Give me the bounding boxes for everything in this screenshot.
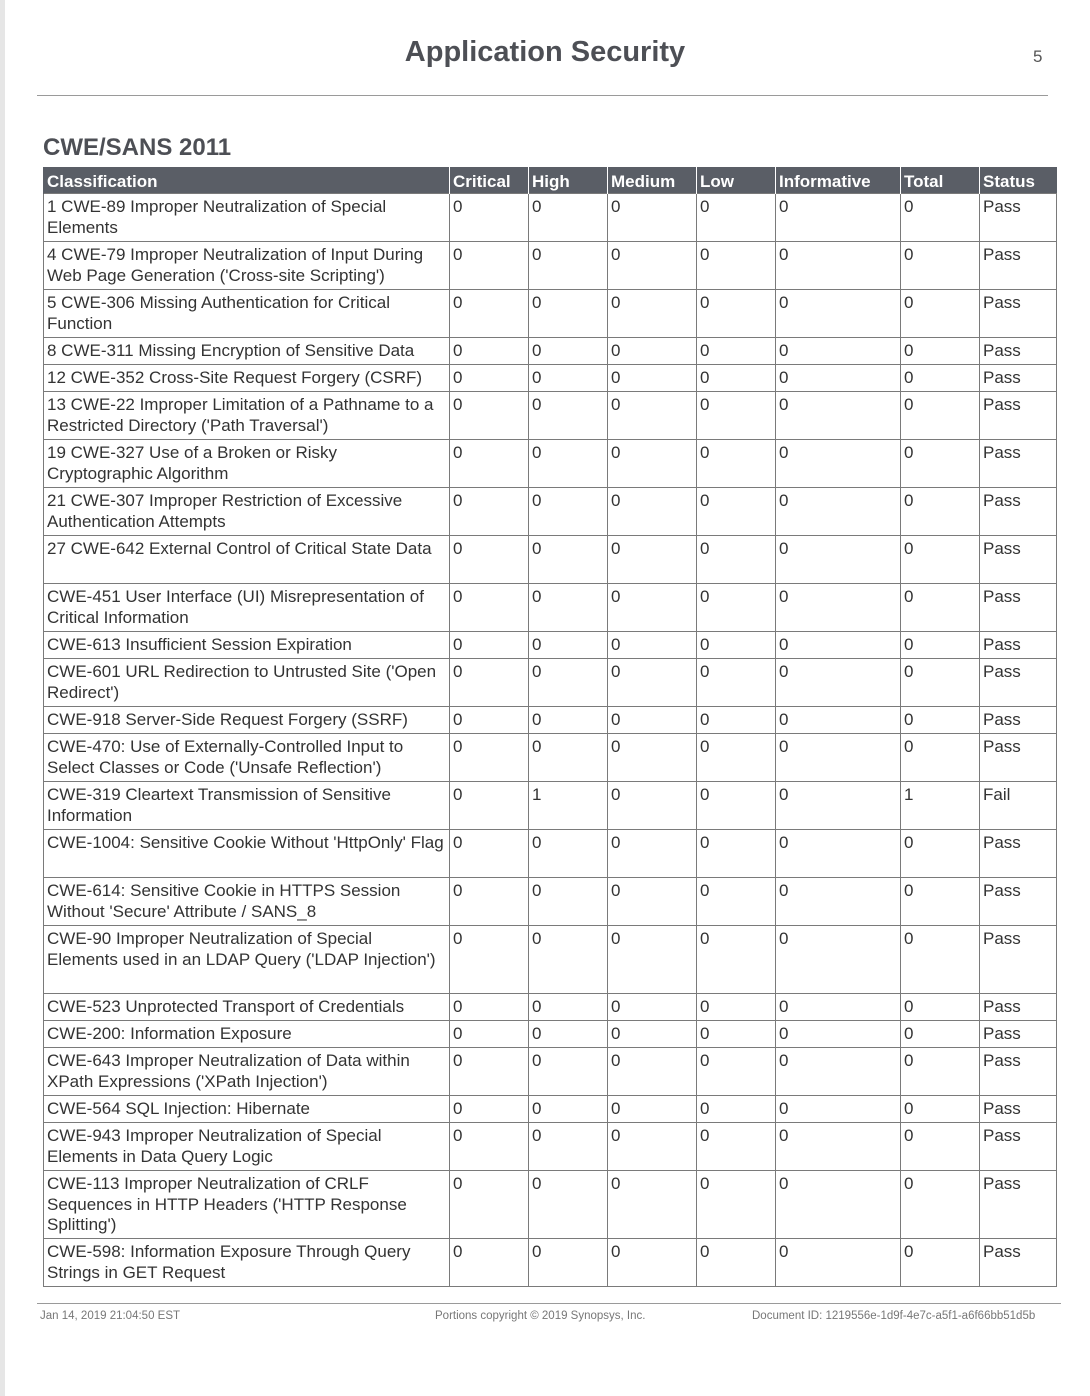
table-row xyxy=(44,926,1057,994)
cell-classification: CWE-200: Information Exposure xyxy=(44,1021,450,1048)
cell-total: 0 xyxy=(901,365,980,392)
cell-low: 0 xyxy=(697,1239,776,1287)
column-header-low: Low xyxy=(697,167,776,194)
cell-informative: 0 xyxy=(776,1239,901,1287)
table-row xyxy=(44,194,1057,242)
cell-low: 0 xyxy=(697,242,776,290)
cell-low: 0 xyxy=(697,734,776,782)
cell-high: 0 xyxy=(529,878,608,926)
cell-high: 0 xyxy=(529,926,608,994)
cell-medium: 0 xyxy=(608,1096,697,1123)
cell-informative: 0 xyxy=(776,878,901,926)
column-header-informative: Informative xyxy=(776,167,901,194)
cell-medium: 0 xyxy=(608,830,697,878)
cell-high: 0 xyxy=(529,290,608,338)
table-row xyxy=(44,782,1057,830)
cell-medium: 0 xyxy=(608,1123,697,1171)
table-row xyxy=(44,830,1057,878)
cell-informative: 0 xyxy=(776,734,901,782)
cell-low: 0 xyxy=(697,632,776,659)
cell-critical: 0 xyxy=(450,440,529,488)
cell-medium: 0 xyxy=(608,1239,697,1287)
cell-medium: 0 xyxy=(608,632,697,659)
table-row xyxy=(44,1048,1057,1096)
cell-low: 0 xyxy=(697,659,776,707)
cell-critical: 0 xyxy=(450,926,529,994)
cell-total: 0 xyxy=(901,290,980,338)
cell-low: 0 xyxy=(697,1096,776,1123)
table-row xyxy=(44,365,1057,392)
cell-classification: CWE-451 User Interface (UI) Misrepresentation of Critical Information xyxy=(44,584,450,632)
cell-low: 0 xyxy=(697,1048,776,1096)
cell-status: Pass xyxy=(980,290,1057,338)
cell-low: 0 xyxy=(697,926,776,994)
cell-classification: 27 CWE-642 External Control of Critical State Data xyxy=(44,536,450,584)
cell-status: Pass xyxy=(980,1096,1057,1123)
footer-copyright: Portions copyright © 2019 Synopsys, Inc. xyxy=(435,1310,646,1322)
cell-classification: 1 CWE-89 Improper Neutralization of Special Elements xyxy=(44,194,450,242)
cell-classification: CWE-523 Unprotected Transport of Credentials xyxy=(44,994,450,1021)
cwe-sans-table xyxy=(43,167,1057,1287)
cell-high: 1 xyxy=(529,782,608,830)
column-header-critical: Critical xyxy=(450,167,529,194)
cell-medium: 0 xyxy=(608,1171,697,1239)
cell-medium: 0 xyxy=(608,1048,697,1096)
cell-status: Pass xyxy=(980,392,1057,440)
column-header-classification: Classification xyxy=(44,167,450,194)
cell-status: Pass xyxy=(980,1123,1057,1171)
footer-document-id: Document ID: 1219556e-1d9f-4e7c-a5f1-a6f66bb51d5b xyxy=(752,1310,1036,1322)
table-row xyxy=(44,659,1057,707)
cell-total: 0 xyxy=(901,830,980,878)
cell-status: Pass xyxy=(980,536,1057,584)
cell-informative: 0 xyxy=(776,440,901,488)
cell-informative: 0 xyxy=(776,1021,901,1048)
table-row xyxy=(44,632,1057,659)
table-row xyxy=(44,1239,1057,1287)
cell-medium: 0 xyxy=(608,194,697,242)
cell-status: Pass xyxy=(980,194,1057,242)
cell-informative: 0 xyxy=(776,365,901,392)
header-divider xyxy=(37,95,1048,96)
cell-critical: 0 xyxy=(450,659,529,707)
cell-informative: 0 xyxy=(776,707,901,734)
cell-total: 0 xyxy=(901,659,980,707)
cell-informative: 0 xyxy=(776,830,901,878)
cell-low: 0 xyxy=(697,830,776,878)
cell-low: 0 xyxy=(697,290,776,338)
table-row xyxy=(44,734,1057,782)
column-header-status: Status xyxy=(980,167,1057,194)
page-title: Application Security xyxy=(404,36,686,68)
cell-classification: 8 CWE-311 Missing Encryption of Sensitive Data xyxy=(44,338,450,365)
cell-critical: 0 xyxy=(450,242,529,290)
cell-total: 0 xyxy=(901,734,980,782)
cell-critical: 0 xyxy=(450,365,529,392)
cell-critical: 0 xyxy=(450,782,529,830)
cell-medium: 0 xyxy=(608,994,697,1021)
cell-medium: 0 xyxy=(608,1021,697,1048)
cell-classification: CWE-614: Sensitive Cookie in HTTPS Session Without 'Secure' Attribute / SANS_8 xyxy=(44,878,450,926)
cell-high: 0 xyxy=(529,707,608,734)
cell-status: Fail xyxy=(980,782,1057,830)
cell-classification: 13 CWE-22 Improper Limitation of a Pathname to a Restricted Directory ('Path Traversal') xyxy=(44,392,450,440)
cell-status: Pass xyxy=(980,488,1057,536)
cell-critical: 0 xyxy=(450,707,529,734)
cell-status: Pass xyxy=(980,1239,1057,1287)
cell-status: Pass xyxy=(980,584,1057,632)
cell-informative: 0 xyxy=(776,782,901,830)
cell-informative: 0 xyxy=(776,1048,901,1096)
cell-medium: 0 xyxy=(608,734,697,782)
cell-informative: 0 xyxy=(776,659,901,707)
cell-high: 0 xyxy=(529,536,608,584)
cell-medium: 0 xyxy=(608,488,697,536)
table-row xyxy=(44,290,1057,338)
cell-high: 0 xyxy=(529,338,608,365)
cell-low: 0 xyxy=(697,1123,776,1171)
cell-low: 0 xyxy=(697,365,776,392)
cell-informative: 0 xyxy=(776,488,901,536)
table-row xyxy=(44,1171,1057,1239)
cell-classification: CWE-918 Server-Side Request Forgery (SSRF) xyxy=(44,707,450,734)
cell-total: 0 xyxy=(901,392,980,440)
cell-medium: 0 xyxy=(608,440,697,488)
cell-classification: CWE-90 Improper Neutralization of Special Elements used in an LDAP Query ('LDAP Injection') xyxy=(44,926,450,994)
cell-medium: 0 xyxy=(608,290,697,338)
cell-classification: CWE-1004: Sensitive Cookie Without 'HttpOnly' Flag xyxy=(44,830,450,878)
cell-total: 0 xyxy=(901,536,980,584)
cell-classification: 4 CWE-79 Improper Neutralization of Input During Web Page Generation ('Cross-site Scripting') xyxy=(44,242,450,290)
cell-total: 0 xyxy=(901,878,980,926)
cell-informative: 0 xyxy=(776,1096,901,1123)
cell-critical: 0 xyxy=(450,1123,529,1171)
cell-informative: 0 xyxy=(776,994,901,1021)
cell-critical: 0 xyxy=(450,632,529,659)
cell-total: 0 xyxy=(901,994,980,1021)
cell-total: 0 xyxy=(901,1171,980,1239)
cell-critical: 0 xyxy=(450,1096,529,1123)
cell-status: Pass xyxy=(980,338,1057,365)
cell-status: Pass xyxy=(980,1021,1057,1048)
cell-high: 0 xyxy=(529,440,608,488)
cell-classification: 21 CWE-307 Improper Restriction of Excessive Authentication Attempts xyxy=(44,488,450,536)
cell-high: 0 xyxy=(529,1239,608,1287)
cell-low: 0 xyxy=(697,440,776,488)
cell-total: 0 xyxy=(901,1096,980,1123)
cell-critical: 0 xyxy=(450,392,529,440)
cell-status: Pass xyxy=(980,734,1057,782)
cell-classification: CWE-601 URL Redirection to Untrusted Site ('Open Redirect') xyxy=(44,659,450,707)
cell-low: 0 xyxy=(697,488,776,536)
cell-status: Pass xyxy=(980,365,1057,392)
cell-informative: 0 xyxy=(776,242,901,290)
cell-critical: 0 xyxy=(450,584,529,632)
cell-high: 0 xyxy=(529,194,608,242)
cell-low: 0 xyxy=(697,584,776,632)
cell-high: 0 xyxy=(529,830,608,878)
cell-critical: 0 xyxy=(450,536,529,584)
section-title: CWE/SANS 2011 xyxy=(43,134,232,161)
cell-status: Pass xyxy=(980,707,1057,734)
cell-informative: 0 xyxy=(776,536,901,584)
cell-low: 0 xyxy=(697,707,776,734)
cell-medium: 0 xyxy=(608,338,697,365)
cell-classification: 5 CWE-306 Missing Authentication for Critical Function xyxy=(44,290,450,338)
cell-high: 0 xyxy=(529,365,608,392)
cell-critical: 0 xyxy=(450,734,529,782)
table-row xyxy=(44,584,1057,632)
cell-medium: 0 xyxy=(608,584,697,632)
cell-high: 0 xyxy=(529,242,608,290)
page-edge xyxy=(0,0,5,1396)
cell-high: 0 xyxy=(529,1048,608,1096)
cell-low: 0 xyxy=(697,392,776,440)
cell-status: Pass xyxy=(980,926,1057,994)
cell-total: 0 xyxy=(901,1239,980,1287)
cell-classification: CWE-613 Insufficient Session Expiration xyxy=(44,632,450,659)
cell-high: 0 xyxy=(529,734,608,782)
cell-total: 0 xyxy=(901,584,980,632)
cell-status: Pass xyxy=(980,632,1057,659)
cell-critical: 0 xyxy=(450,1239,529,1287)
cell-informative: 0 xyxy=(776,1171,901,1239)
cell-total: 0 xyxy=(901,1123,980,1171)
cell-classification: CWE-943 Improper Neutralization of Special Elements in Data Query Logic xyxy=(44,1123,450,1171)
cell-high: 0 xyxy=(529,994,608,1021)
cell-total: 0 xyxy=(901,194,980,242)
table-row xyxy=(44,440,1057,488)
cell-total: 0 xyxy=(901,242,980,290)
cell-classification: 12 CWE-352 Cross-Site Request Forgery (CSRF) xyxy=(44,365,450,392)
cell-total: 0 xyxy=(901,1048,980,1096)
cell-medium: 0 xyxy=(608,659,697,707)
cell-high: 0 xyxy=(529,1096,608,1123)
table-row xyxy=(44,242,1057,290)
cell-classification: 19 CWE-327 Use of a Broken or Risky Cryptographic Algorithm xyxy=(44,440,450,488)
cell-classification: CWE-319 Cleartext Transmission of Sensitive Information xyxy=(44,782,450,830)
cell-medium: 0 xyxy=(608,878,697,926)
cell-status: Pass xyxy=(980,242,1057,290)
cell-critical: 0 xyxy=(450,338,529,365)
table-row xyxy=(44,994,1057,1021)
cell-status: Pass xyxy=(980,659,1057,707)
cell-informative: 0 xyxy=(776,632,901,659)
column-header-medium: Medium xyxy=(608,167,697,194)
cell-critical: 0 xyxy=(450,994,529,1021)
cell-status: Pass xyxy=(980,1048,1057,1096)
cell-high: 0 xyxy=(529,632,608,659)
cell-classification: CWE-113 Improper Neutralization of CRLF Sequences in HTTP Headers ('HTTP Response Splitting') xyxy=(44,1171,450,1239)
table-row xyxy=(44,878,1057,926)
cell-total: 0 xyxy=(901,707,980,734)
table-row xyxy=(44,1096,1057,1123)
cell-critical: 0 xyxy=(450,488,529,536)
cell-high: 0 xyxy=(529,488,608,536)
cell-critical: 0 xyxy=(450,1171,529,1239)
cell-informative: 0 xyxy=(776,290,901,338)
cell-informative: 0 xyxy=(776,338,901,365)
cell-status: Pass xyxy=(980,1171,1057,1239)
cell-high: 0 xyxy=(529,1021,608,1048)
cell-critical: 0 xyxy=(450,290,529,338)
table-row xyxy=(44,488,1057,536)
cell-low: 0 xyxy=(697,338,776,365)
cell-low: 0 xyxy=(697,1171,776,1239)
cell-informative: 0 xyxy=(776,392,901,440)
cell-low: 0 xyxy=(697,782,776,830)
footer-date: Jan 14, 2019 21:04:50 EST xyxy=(40,1310,181,1322)
cell-total: 0 xyxy=(901,440,980,488)
cell-high: 0 xyxy=(529,1171,608,1239)
cell-total: 0 xyxy=(901,488,980,536)
cell-critical: 0 xyxy=(450,878,529,926)
cell-informative: 0 xyxy=(776,926,901,994)
cell-medium: 0 xyxy=(608,392,697,440)
table-row xyxy=(44,536,1057,584)
cell-informative: 0 xyxy=(776,194,901,242)
cell-high: 0 xyxy=(529,584,608,632)
table-row xyxy=(44,392,1057,440)
cell-total: 0 xyxy=(901,338,980,365)
table-row xyxy=(44,1123,1057,1171)
cell-total: 0 xyxy=(901,926,980,994)
column-header-high: High xyxy=(529,167,608,194)
cell-medium: 0 xyxy=(608,707,697,734)
cell-low: 0 xyxy=(697,994,776,1021)
cell-critical: 0 xyxy=(450,1048,529,1096)
cell-status: Pass xyxy=(980,440,1057,488)
cell-classification: CWE-598: Information Exposure Through Query Strings in GET Request xyxy=(44,1239,450,1287)
cell-medium: 0 xyxy=(608,365,697,392)
cell-critical: 0 xyxy=(450,194,529,242)
cell-medium: 0 xyxy=(608,926,697,994)
cell-total: 1 xyxy=(901,782,980,830)
table-header-row xyxy=(44,167,1057,194)
cell-informative: 0 xyxy=(776,584,901,632)
footer-divider xyxy=(37,1303,1061,1304)
cell-classification: CWE-564 SQL Injection: Hibernate xyxy=(44,1096,450,1123)
cell-low: 0 xyxy=(697,194,776,242)
cell-classification: CWE-470: Use of Externally-Controlled Input to Select Classes or Code ('Unsafe Reflection') xyxy=(44,734,450,782)
cell-informative: 0 xyxy=(776,1123,901,1171)
cell-status: Pass xyxy=(980,878,1057,926)
cell-low: 0 xyxy=(697,1021,776,1048)
cell-low: 0 xyxy=(697,878,776,926)
cell-medium: 0 xyxy=(608,536,697,584)
cell-classification: CWE-643 Improper Neutralization of Data within XPath Expressions ('XPath Injection') xyxy=(44,1048,450,1096)
cell-medium: 0 xyxy=(608,782,697,830)
cell-status: Pass xyxy=(980,830,1057,878)
table-row xyxy=(44,338,1057,365)
cell-medium: 0 xyxy=(608,242,697,290)
cell-critical: 0 xyxy=(450,830,529,878)
cell-low: 0 xyxy=(697,536,776,584)
table-row xyxy=(44,707,1057,734)
cell-high: 0 xyxy=(529,1123,608,1171)
cell-high: 0 xyxy=(529,392,608,440)
table-row xyxy=(44,1021,1057,1048)
column-header-total: Total xyxy=(901,167,980,194)
cell-total: 0 xyxy=(901,1021,980,1048)
cell-total: 0 xyxy=(901,632,980,659)
cell-critical: 0 xyxy=(450,1021,529,1048)
cell-high: 0 xyxy=(529,659,608,707)
cell-status: Pass xyxy=(980,994,1057,1021)
page-number: 5 xyxy=(1033,47,1043,66)
